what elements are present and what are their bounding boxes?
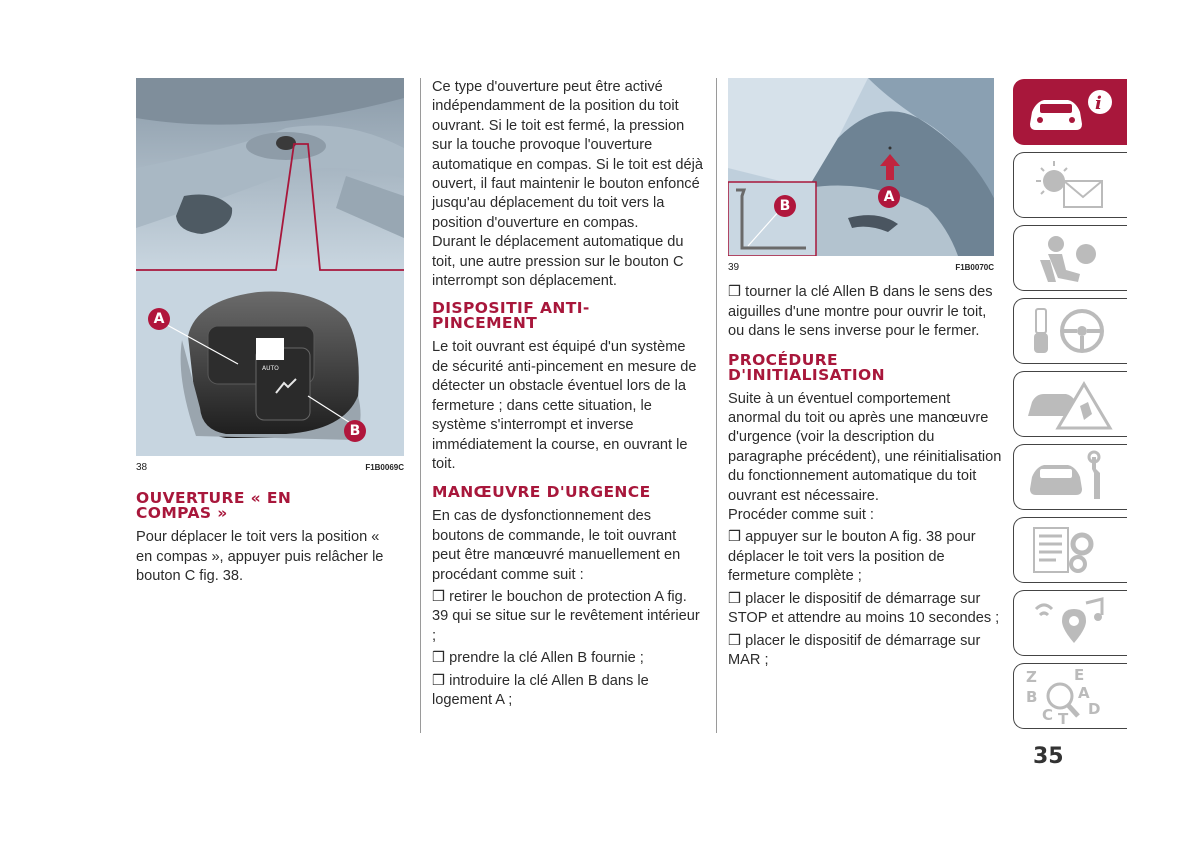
column-divider-1	[420, 78, 421, 733]
index-letter: C	[1042, 706, 1054, 724]
bullet-item: ❒ tourner la clé Allen B dans le sens des aiguilles d'une montre pour ouvrir le toit, ou dans le sens inverse pour le fermer.	[728, 284, 993, 340]
tab-maintenance[interactable]	[1013, 444, 1127, 510]
tab-car-info[interactable]	[1013, 79, 1127, 145]
document-gears-icon	[1022, 522, 1122, 578]
tab-emergency[interactable]	[1013, 371, 1127, 437]
figure-38-number: 38	[136, 462, 148, 473]
heading-anti-pincement: DISPOSITIF ANTI-PINCEMENT	[432, 299, 590, 333]
tab-index[interactable]	[1013, 663, 1127, 729]
paragraph-anti-pincement: Le toit ouvrant est équipé d'un système de sécurité anti-pincement en mesure de détecter un obstacle éventuel lors de la fermeture ; dans cette situation, le système s'interrompt et inverse immédiatement la course, en ouvrant le toit.	[432, 339, 697, 472]
figure-39	[728, 78, 994, 256]
figure-38-callout-b: B	[344, 420, 366, 442]
paragraph-urgence: En cas de dysfonctionnement des boutons de commande, le toit ouvrant peut être manœuvré manuellement en procédant comme suit :	[432, 508, 681, 583]
index-letter: D	[1088, 700, 1101, 718]
warning-triangle-icon	[1022, 376, 1122, 432]
key-steering-wheel-icon	[1022, 303, 1122, 359]
figure-39-callout-a: A	[878, 186, 900, 208]
index-letter: Z	[1026, 668, 1037, 686]
heading-ouverture-en-compas: OUVERTURE « EN COMPAS »	[136, 489, 292, 523]
column-2	[432, 78, 704, 713]
alphabetical-index-icon	[1022, 668, 1122, 724]
tab-starting-driving[interactable]	[1013, 298, 1127, 364]
airbag-seat-icon	[1022, 230, 1122, 286]
figure-39-caption	[728, 258, 994, 277]
index-letter: B	[1026, 688, 1038, 706]
bullet-item: ❒ placer le dispositif de démarrage sur STOP et attendre au moins 10 secondes ;	[728, 590, 1000, 627]
paragraph-ouverture: Pour déplacer le toit vers la position « en compas », appuyer puis relâcher le bouton C fig. 38.	[136, 529, 384, 585]
paragraph-initialisation: Suite à un éventuel comportement anormal du toit ou après une manœuvre d'urgence (voir la description du paragraphe précédent), une réinitialisation du fonctionnement automatique du toit ouvrant est nécessaire.	[728, 390, 1002, 504]
music-navigation-icon	[1022, 595, 1122, 651]
car-wrench-icon	[1022, 449, 1122, 505]
heading-procedure-initialisation: PROCÉDURE D'INITIALISATION	[728, 350, 885, 384]
paragraph-interruption: Durant le déplacement automatique du toit, une autre pression sur le bouton C interrompt son déplacement.	[432, 234, 684, 290]
figure-39-code: F1B0070C	[955, 263, 994, 272]
chapter-tabs	[1013, 79, 1127, 736]
column-3	[728, 78, 1004, 673]
heading-manoeuvre-urgence: MANŒUVRE D'URGENCE	[432, 483, 651, 502]
bullet-item: ❒ prendre la clé Allen B fournie ;	[432, 650, 644, 667]
bullet-item: ❒ introduire la clé Allen B dans le logement A ;	[432, 672, 649, 708]
paragraph-proceder: Procéder comme suit :	[728, 507, 874, 524]
column-1	[136, 78, 406, 590]
figure-38	[136, 78, 404, 456]
bullet-item: ❒ retirer le bouchon de protection A fig. 39 qui se situe sur le revêtement intérieur ;	[432, 588, 700, 644]
bullet-item: ❒ appuyer sur le bouton A fig. 38 pour déplacer le toit vers la position de fermeture complète ;	[728, 529, 976, 585]
svg-text:i: i	[1095, 93, 1102, 114]
sun-envelope-icon	[1022, 157, 1122, 213]
index-letter: E	[1074, 668, 1085, 684]
page-number: 35	[1033, 744, 1064, 769]
column-divider-2	[716, 78, 717, 733]
paragraph-activation: Ce type d'ouverture peut être activé indépendamment de la position du toit ouvrant. Si le toit est fermé, la pression sur la touche provoque l'ouverture automatique en compas. Si le toit est déjà ouvert, il faut maintenir le bouton enfoncé jusqu'au déplacement du toit vers la position d'ouverture en compas.	[432, 79, 703, 231]
figure-38-caption	[136, 458, 404, 477]
auto-button-label: AUTO	[262, 365, 279, 372]
index-letter: A	[1078, 684, 1090, 702]
index-letter: T	[1058, 710, 1069, 724]
tab-safety[interactable]	[1013, 225, 1127, 291]
figure-38-illustration	[136, 78, 404, 456]
tab-multimedia[interactable]	[1013, 590, 1127, 656]
figure-39-callout-b: B	[774, 195, 796, 217]
figure-38-code: F1B0069C	[365, 463, 404, 472]
figure-39-number: 39	[728, 262, 740, 273]
tab-technical-data[interactable]	[1013, 517, 1127, 583]
figure-38-callout-a: A	[148, 308, 170, 330]
bullet-item: ❒ placer le dispositif de démarrage sur MAR ;	[728, 632, 981, 668]
tab-lights-messages[interactable]	[1013, 152, 1127, 218]
figure-39-illustration	[728, 78, 994, 256]
car-info-icon	[1022, 84, 1122, 140]
